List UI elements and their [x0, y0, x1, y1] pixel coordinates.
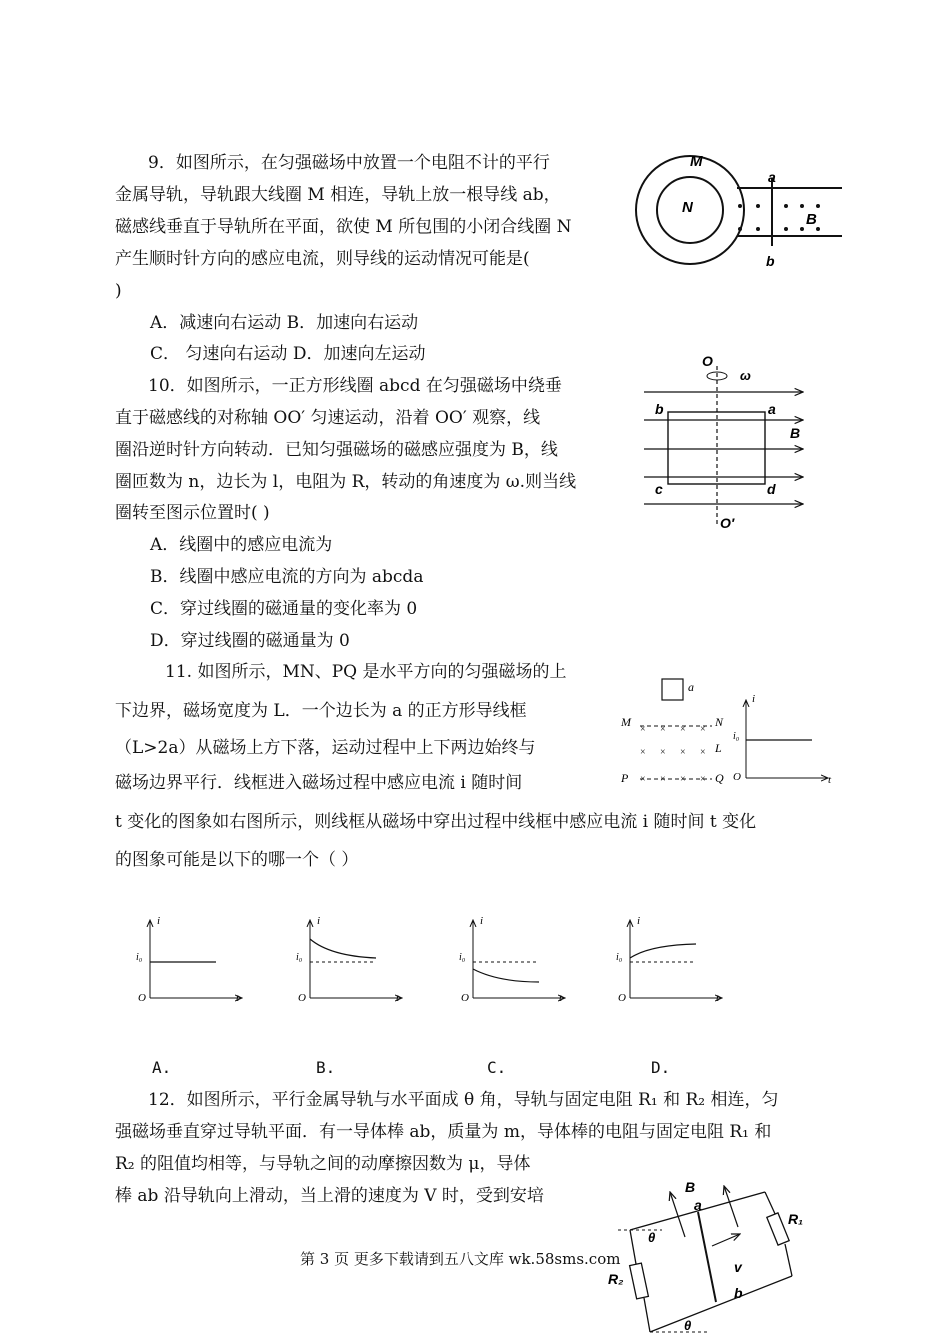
svg-text:×: × [680, 747, 686, 758]
q11-line-1: 11. 如图所示，MN、PQ 是水平方向的匀强磁场的上 [165, 662, 567, 682]
axis-t: t [396, 992, 400, 1004]
svg-text:×: × [700, 774, 706, 785]
label-O: O [298, 992, 306, 1004]
choice-label-b: B. [316, 1058, 336, 1077]
q11-reference-graph [728, 690, 843, 790]
axis-i: i [480, 915, 484, 927]
label-P: P [621, 771, 629, 785]
label-R1: R₁ [788, 1211, 804, 1227]
q12-line-1: 12．如图所示，平行金属导轨与水平面成 θ 角，导轨与固定电阻 R₁ 和 R₂ 相连，匀 [148, 1090, 779, 1110]
svg-text:×: × [680, 774, 686, 785]
q10-option-a: A．线圈中的感应电流为 [150, 535, 333, 555]
square-loop-a [662, 679, 683, 700]
label-O: O [461, 992, 469, 1004]
label-B: B [685, 1179, 696, 1195]
q10-line-5: 圈转至图示位置时( ) [115, 503, 270, 523]
label-M: M [621, 715, 631, 729]
q11-field-figure [618, 674, 728, 789]
axis-i: i [637, 915, 641, 927]
label-a: a [694, 1197, 702, 1213]
q12-line-4: 棒 ab 沿导轨向上滑动，当上滑的速度为 V 时，受到安培 [115, 1186, 544, 1206]
svg-text:×: × [640, 747, 646, 758]
q10-figure [640, 352, 815, 532]
label-a: a [688, 680, 694, 694]
q10-line-4: 圈匝数为 n，边长为 l，电阻为 R，转动的角速度为 ω.则当线 [115, 472, 577, 492]
label-i0: i₀ [136, 952, 143, 963]
axis-i: i [157, 915, 161, 927]
choice-graph-a [136, 915, 242, 1004]
label-O: O [138, 992, 146, 1004]
label-i0: i₀ [459, 952, 466, 963]
label-B: B [806, 211, 817, 228]
label-i0: i₀ [296, 952, 303, 963]
q12-line-3: R₂ 的阻值均相等，与导轨之间的动摩擦因数为 μ，导体 [115, 1154, 531, 1174]
label-O: O [702, 353, 713, 369]
axis-t: t [716, 992, 720, 1004]
q11-line-2: 下边界，磁场宽度为 L．一个边长为 a 的正方形导线框 [115, 701, 527, 721]
label-c: c [655, 481, 663, 497]
q10-option-b: B．线圈中感应电流的方向为 abcda [150, 567, 424, 587]
q9-options-ab: A．减速向右运动 B．加速向右运动 [150, 313, 419, 333]
choice-label-d: D. [651, 1058, 671, 1077]
resistor-R2 [630, 1263, 649, 1299]
label-L: L [715, 741, 722, 755]
axis-t: t [236, 992, 240, 1004]
label-i0: i₀ [733, 731, 740, 742]
label-b: b [734, 1285, 743, 1301]
q10-line-2: 直于磁感线的对称轴 OO′ 匀速运动，沿着 OO′ 观察，线 [115, 408, 541, 428]
label-O: O [733, 771, 741, 783]
axis-t: t [559, 992, 563, 1004]
svg-text:×: × [640, 774, 646, 785]
axis-i: i [752, 693, 756, 705]
label-N: N [715, 715, 724, 729]
field-arrow-2 [724, 1186, 738, 1227]
svg-text:×: × [660, 774, 666, 785]
label-d: d [767, 481, 776, 497]
q11-line-3: （L>2a）从磁场上方下落，运动过程中上下两边始终与 [115, 738, 536, 758]
q10-option-d: D．穿过线圈的磁通量为 0 [150, 631, 350, 651]
q9-line-1: 9．如图所示，在匀强磁场中放置一个电阻不计的平行 [148, 153, 550, 173]
q10-line-1: 10．如图所示，一正方形线圈 abcd 在匀强磁场中绕垂 [148, 376, 562, 396]
label-Q: Q [715, 771, 724, 785]
label-B: B [790, 425, 801, 441]
svg-text:×: × [660, 724, 666, 735]
svg-text:×: × [700, 747, 706, 758]
choice-label-c: C. [487, 1058, 507, 1077]
label-omega: ω [740, 368, 751, 383]
q12-line-2: 强磁场垂直穿过导轨平面．有一导体棒 ab，质量为 m，导体棒的电阻与固定电阻 R₁ 和 [115, 1122, 772, 1142]
q9-line-4: 产生顺时针方向的感应电流，则导线的运动情况可能是( [115, 249, 530, 269]
label-b: b [766, 253, 775, 269]
label-O: O [618, 992, 626, 1004]
q10-line-3: 圈沿逆时针方向转动．已知匀强磁场的磁感应强度为 B，线 [115, 440, 558, 460]
axis-i: i [317, 915, 321, 927]
axis-t: t [828, 774, 832, 786]
svg-text:×: × [700, 724, 706, 735]
field-crosses [640, 724, 706, 785]
choice-graph-b [296, 915, 402, 1004]
rod-ab [698, 1212, 716, 1302]
svg-text:×: × [640, 724, 646, 735]
q10-option-c: C．穿过线圈的磁通量的变化率为 0 [150, 599, 418, 619]
choice-label-a: A. [152, 1058, 172, 1077]
label-b: b [655, 401, 664, 417]
q11-line-6: 的图象可能是以下的哪一个（ ） [115, 850, 359, 870]
label-theta-1: θ [648, 1230, 656, 1245]
label-O-prime: O′ [720, 515, 735, 531]
q9-line-3: 磁感线垂直于导轨所在平面，欲使 M 所包围的小闭合线圈 N [115, 217, 572, 237]
q11-line-5: t 变化的图象如右图所示，则线框从磁场中穿出过程中线框中感应电流 i 随时间 t 变化 [115, 812, 757, 832]
label-theta-2: θ [684, 1318, 692, 1333]
label-i0: i₀ [616, 952, 623, 963]
page-footer: 第 3 页 更多下载请到五八文库 wk.58sms.com [300, 1250, 621, 1268]
q11-choice-graphs [130, 912, 770, 1012]
resistor-R1 [767, 1213, 789, 1245]
choice-graph-d [616, 915, 722, 1004]
q11-line-4: 磁场边界平行．线框进入磁场过程中感应电流 i 随时间 [115, 773, 523, 793]
svg-text:×: × [660, 747, 666, 758]
velocity-arrow [712, 1234, 740, 1246]
label-a: a [768, 401, 776, 417]
q9-options-cd: C． 匀速向右运动 D．加速向左运动 [150, 344, 426, 364]
q9-line-2: 金属导轨，导轨跟大线圈 M 相连，导轨上放一根导线 ab， [115, 185, 561, 205]
choice-graph-c [459, 915, 565, 1004]
q9-figure [630, 150, 860, 275]
label-v: v [734, 1259, 742, 1275]
q9-line-5: ) [115, 281, 122, 301]
label-N: N [682, 199, 693, 216]
svg-text:×: × [680, 724, 686, 735]
label-a: a [768, 169, 776, 185]
label-R2: R₂ [608, 1271, 624, 1287]
q12-figure [600, 1172, 830, 1340]
rail-lower [650, 1276, 792, 1332]
label-M: M [690, 153, 703, 170]
